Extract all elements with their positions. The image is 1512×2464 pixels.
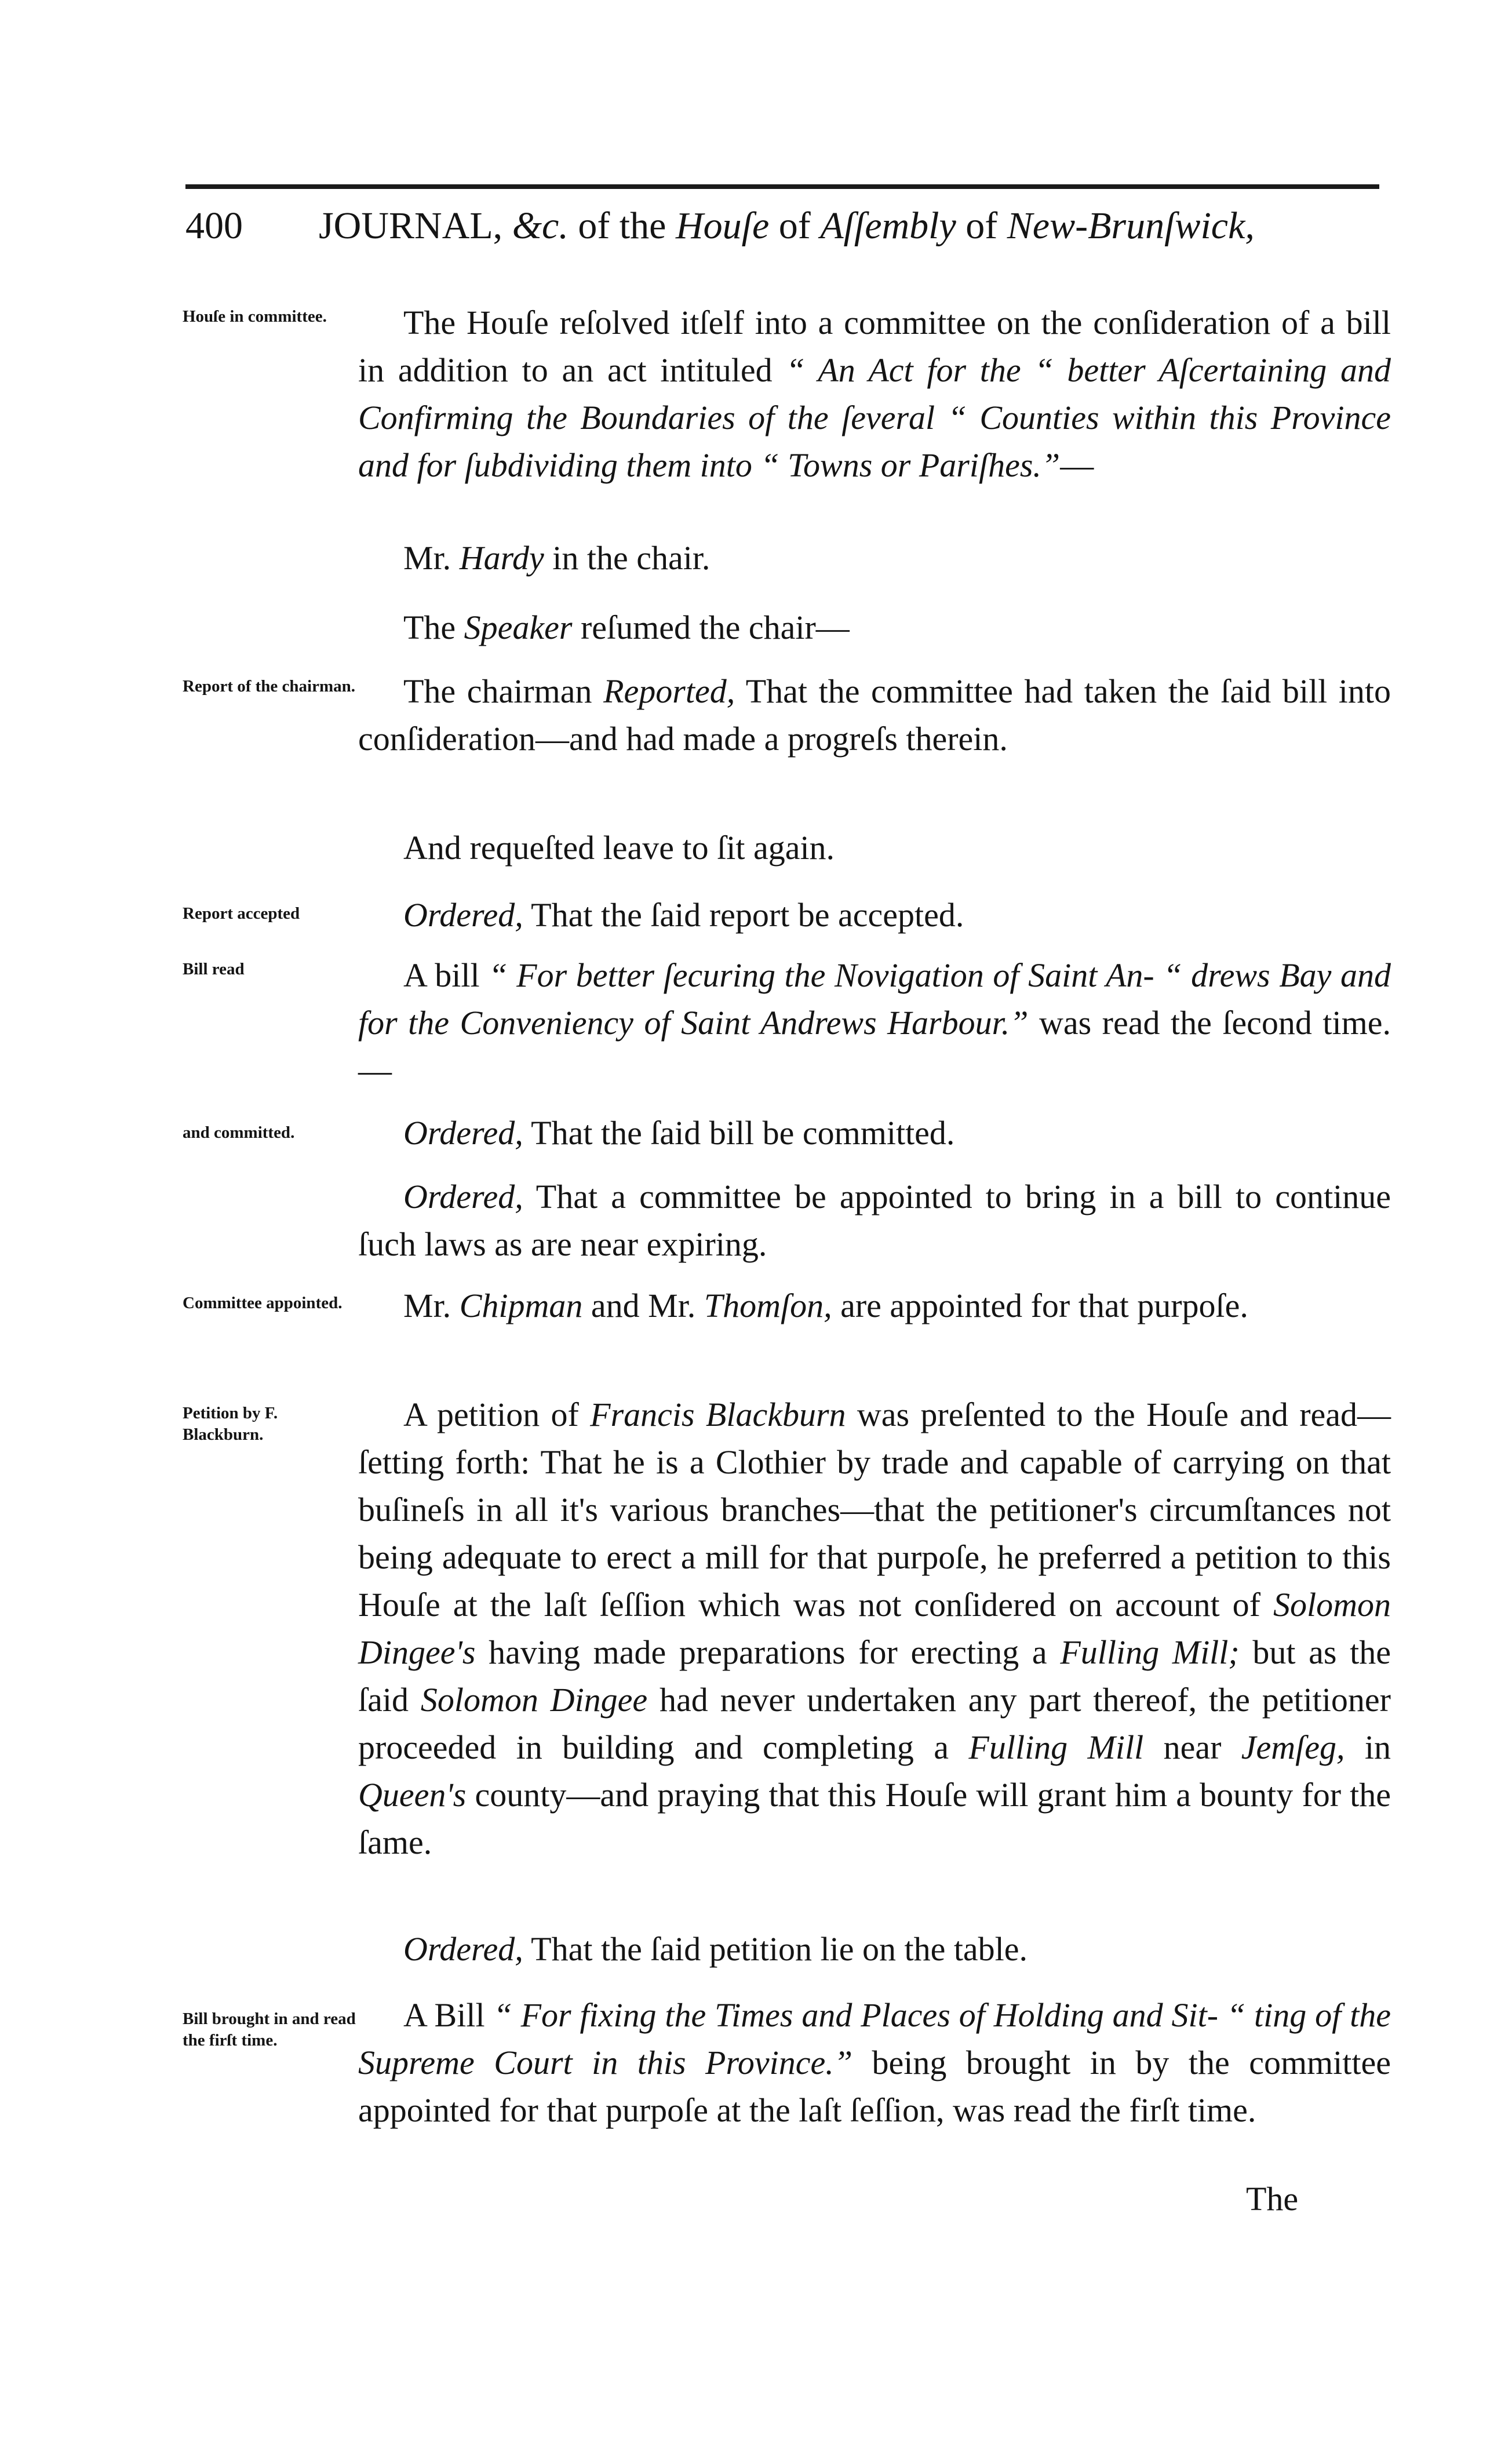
page-number: 400 xyxy=(185,205,243,247)
paragraph-speaker-resumed: The Speaker reſumed the chair— xyxy=(403,609,850,646)
paragraph-house-in-committee: The Houſe reſolved itſelf into a committee on the conſideration of a bill in addition to an act intituled “ An Act for the “ better Aſcertaining and Confirming the Boundaries of the ſeveral “ Counties within this Province and for ſubdividing them into “ Towns or Pariſhes.”— xyxy=(358,304,1391,484)
paragraph-hardy-chair: Mr. Hardy in the chair. xyxy=(403,539,711,577)
running-header xyxy=(185,196,1385,260)
margin-note-house-in-committee: Houſe in committee. xyxy=(183,307,327,326)
paragraph-leave-sit-again: And requeſted leave to ſit again. xyxy=(403,829,835,867)
paragraph-chairman-reported: The chairman Reported, That the committee had taken the ſaid bill into conſideration—and had made a progreſs therein. xyxy=(358,672,1391,758)
running-title: JOURNAL, &c. of the Houſe of Aſſembly of New-Brunſwick, xyxy=(319,205,1255,247)
margin-note-report-accepted: Report accepted xyxy=(183,904,300,923)
margin-note-and-committed: and committed. xyxy=(183,1123,295,1142)
paragraph-chipman-thomson: Mr. Chipman and Mr. Thomſon, are appointed for that purpoſe. xyxy=(403,1287,1248,1324)
margin-note-committee-appointed: Committee appointed. xyxy=(183,1294,343,1312)
margin-note-bill-read: Bill read xyxy=(183,960,245,978)
paragraph-bill-read: A bill “ For better ſecuring the Novigation of Saint An- “ drews Bay and for the Conveniency of Saint Andrews Harbour.” was read the ſecond time.— xyxy=(358,956,1391,1089)
catchword: The xyxy=(1246,2180,1299,2218)
margin-note-petition-blackburn: Petition by F. Blackburn. xyxy=(183,1404,278,1444)
paragraph-report-accepted: Ordered, That the ſaid report be accepted. xyxy=(403,896,964,934)
paragraph-bill-committed: Ordered, That the ſaid bill be committed. xyxy=(403,1114,955,1152)
paragraph-committee-laws: Ordered, That a committee be appointed to bring in a bill to continue ſuch laws as are near expiring. xyxy=(358,1178,1391,1263)
margin-note-bill-brought-in: Bill brought in and read the firſt time. xyxy=(183,2010,356,2050)
margin-note-report-of-chairman: Report of the chairman. xyxy=(183,677,356,696)
paragraph-petition-blackburn: A petition of Francis Blackburn was preſented to the Houſe and read—ſetting forth: That he is a Clothier by trade and capable of carrying on that buſineſs in all it's various branches—that the petitioner's circumſtances not being adequate to erect a mill for that purpoſe, he preferred a petition to this Houſe at the laſt ſeſſion which was not conſidered on account of Solomon Dingee's having made preparations for erecting a Fulling Mill; but as the ſaid Solomon Dingee had never undertaken any part thereof, the petitioner proceeded in building and completing a Fulling Mill near Jemſeg, in Queen's county—and praying that this Houſe will grant him a bounty for the ſame. xyxy=(358,1396,1391,1861)
paragraph-bill-brought-in: A Bill “ For fixing the Times and Places of Holding and Sit- “ ting of the Supreme Court in this Province.” being brought in by the committee appointed for that purpoſe at the laſt ſeſſion, was read the firſt time. xyxy=(358,1996,1391,2129)
header-rule xyxy=(185,184,1379,189)
paragraph-petition-table: Ordered, That the ſaid petition lie on the table. xyxy=(403,1930,1028,1968)
